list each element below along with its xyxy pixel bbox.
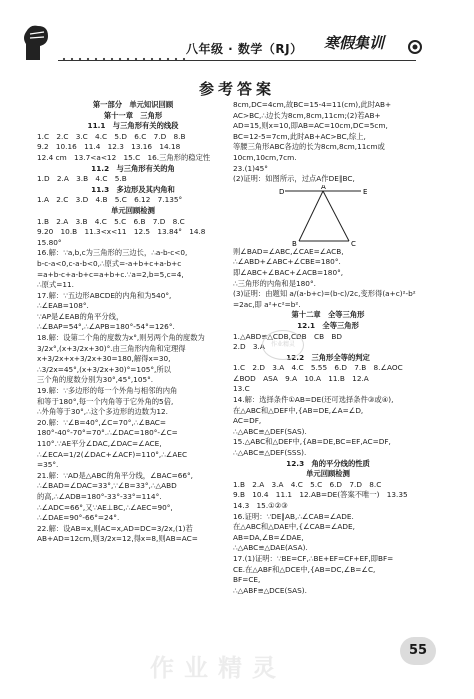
answer-line: 22.解：设AB=x,则AC=x,AD=DC=3/2x,(1)若 (37, 523, 193, 533)
answer-line: 9.2 10.16 11.4 12.3 13.16 14.18 (37, 142, 181, 152)
header-rule (58, 60, 416, 61)
answer-line: ∴∠DAE=90°-66°=24°. (37, 513, 120, 523)
answer-line: 在△ABC和△DAE中,{∠CAB=∠ADE, (233, 522, 355, 532)
answer-line: ∴△ABC≌△DEF(SAS). (233, 426, 307, 436)
answer-line: ∴∠ADC=66°,又∵AE⊥BC,∴∠AEC=90°, (37, 502, 173, 512)
answer-line: 15.80° (37, 237, 62, 247)
watermark-text: 作业精灵 (150, 654, 286, 682)
answer-line: ∴外角等于30°,∴这个多边形的边数为12. (37, 407, 169, 417)
answer-line: ∠BOD ASA 9.A 10.A 11.B 12.A (233, 373, 369, 383)
watermark-stamp: 作业精灵 (262, 330, 304, 360)
section-heading: 第一部分 单元知识回顾 (92, 100, 174, 109)
sun-icon (404, 36, 426, 58)
answer-line: 15.△ABC和△DEF中,{AB=DE,BC=EF,AC=DF, (233, 437, 391, 447)
answer-line: AB=DA,∠B=∠DAE, (233, 532, 304, 542)
section-heading: 第十一章 三角形 (103, 110, 163, 120)
answer-line: 1.C 2.C 3.C 4.C 5.D 6.C 7.D 8.B (37, 131, 186, 141)
answer-line: 17.(1)证明：∵BE=CF,∴BE+EF=CF+EF,即BF= (233, 553, 394, 563)
answer-line: 1.D 2.A 3.B 4.C 5.B (37, 174, 127, 184)
answer-line: ∴三角形的内角和是180°. (233, 278, 316, 288)
answer-line: ∴∠ABD+∠ABC+∠CBE=180°. (233, 257, 341, 267)
answer-line: 1.△ABD≌△CDB,CDB CB BD (233, 331, 342, 341)
answer-line: ∴∠EAB=108°. (37, 301, 89, 311)
answer-line: CE.在△ABF和△DCE中,{AB=DC,∠B=∠C, (233, 564, 376, 574)
section-heading: 12.1 全等三角形 (297, 320, 359, 330)
answer-line: =2ac,即 a²+c²=b². (233, 299, 301, 309)
answer-line: 12.4 cm 13.7<a<12 15.C 16.三角形的稳定性 (37, 152, 211, 162)
answer-line: ∴∠BAP=54°,∴∠APB=180°-54°=126°. (37, 322, 175, 332)
answer-line: 8cm,DC=4cm,故BC=15-4=11(cm),此时AB+ (233, 100, 392, 109)
answer-line: 23.(1)45° (233, 163, 268, 173)
answer-line: =a+b-c+a-b+c=a+b+c.∵a=2,b=5,c=4, (37, 269, 184, 279)
svg-text:B: B (292, 239, 297, 247)
answer-line: AC>BC,∴边长为8cm,8cm,11cm;(2)若AB+ (233, 110, 381, 120)
answer-line: ∴△ABC≌△DEF(SSS). (233, 448, 307, 458)
section-heading: 11.1 与三角形有关的线段 (87, 121, 179, 131)
answer-line: 1.B 2.A 3.A 4.C 5.C 6.D 7.D 8.C (233, 479, 382, 489)
answer-line: 3/2x°,(x+3/2x+30)°.由三角形内角和定理得 (37, 343, 186, 353)
answer-line: 10cm,10cm,7cm. (233, 152, 297, 162)
answer-line: 和等于180°,每一个内角等于它外角的5倍, (37, 396, 174, 406)
answer-line: 即∠ABC+∠BAC+∠ACB=180°, (233, 267, 344, 277)
answer-line: 三个角的度数分别为30°,45°,105°. (37, 375, 154, 385)
answer-line: ∴∠BAD=∠DAC=33°,∵∠B=33°,∴△ABD (37, 481, 177, 491)
page-number: 55 (400, 637, 436, 665)
answer-line: AC=DF, (233, 416, 262, 426)
answer-line: 17.解：∵五边形ABCDE的内角和为540°, (37, 290, 172, 300)
answer-line: 18.解：设第二个角的度数为x°,则另两个角的度数为 (37, 333, 205, 343)
section-heading: 12.2 三角形全等的判定 (286, 352, 370, 362)
section-heading: 11.3 多边形及其内角和 (91, 184, 175, 194)
answer-line: 1.C 2.D 3.A 4.C 5.55 6.D 7.B 8.∠AOC (233, 363, 403, 373)
svg-text:E: E (363, 187, 368, 196)
answer-line: (2)证明：如图所示，过点A作DE∥BC, (233, 174, 355, 184)
answer-line: BF=CE, (233, 575, 261, 585)
answer-line: 2.D 3.A (233, 342, 265, 352)
section-heading: 单元回顾检测 (111, 205, 155, 215)
answer-line: 14.解：选择条件①AB=DE(还可选择条件③或④), (233, 395, 394, 405)
answer-line: 19.解：∵多边形的每一个外角与相邻的内角 (37, 386, 178, 396)
answer-line: AD=15,则x=10,即AB=AC=10cm,DC=5cm, (233, 121, 388, 131)
answer-line: ∴∠ECA=1/2(∠DAC+∠ACF)=110°,∴∠AEC (37, 449, 188, 459)
answer-line: 14.3 15.①②③ (233, 501, 288, 510)
answer-line: 1.A 2.C 3.D 4.B 5.C 6.12 7.135° (37, 195, 183, 205)
answer-line: BC=12-5=7cm,此时AB+AC>BC,综上, (233, 131, 366, 141)
answer-line: 13.C (233, 384, 250, 394)
section-heading: 第十二章 全等三角形 (291, 310, 365, 320)
answer-line: ∴3/2x=45°,(x+3/2x+30)°=105°,所以 (37, 364, 171, 374)
answer-line: 9.B 10.4 11.1 12.AB=DE(答案不唯一) 13.35 (233, 490, 408, 500)
section-heading: 单元回顾检测 (306, 469, 350, 479)
brand-title: 寒假集训 (324, 34, 385, 52)
answer-line: 180°-40°-70°=70°.∴∠DAC=180°-∠C= (37, 428, 178, 438)
answer-line: 16.解：∵a,b,c为三角形的三边长，∴a-b-c<0, (37, 248, 188, 258)
answer-line: 110°.∵AE平分∠DAC,∠DAC=∠ACE, (37, 439, 162, 448)
answer-line: 则∠BAD=∠ABC,∠CAE=∠ACB, (233, 246, 344, 256)
section-heading: 12.3 角的平分线的性质 (286, 458, 370, 468)
answer-line: ∴原式=11. (37, 280, 74, 290)
answer-line: 等腰三角形ABC各边的长为8cm,8cm,11cm或 (233, 142, 385, 152)
svg-text:D: D (279, 187, 285, 196)
header-dot-pattern (60, 56, 190, 62)
answer-line: 20.解：∵∠B=40°,∠C=70°,∴∠BAC= (37, 417, 167, 427)
answer-line: b-c-a<0,c-a-b<0,∴原式=-a+b+c+a-b+c (37, 258, 182, 268)
answer-line: ∴△ABC≌△DAE(ASA). (233, 543, 308, 553)
answer-line: 9.20 10.B 11.3<x<11 12.5 13.84° 14.8 (37, 227, 206, 237)
answer-line: 16.证明：∵DE∥AB,∴∠CAB=∠ADE. (233, 511, 354, 521)
page-title: 参考答案 (198, 80, 275, 98)
svg-text:A: A (321, 184, 326, 191)
answer-line: x+3/2x+x+3/2x+30=180,解得x=30, (37, 354, 171, 364)
answers-left-column (37, 100, 229, 545)
answer-line: (3)证明：由题知 a/(a-b+c)=(b-c)/2c,变形得(a+c)²-b² (233, 289, 416, 299)
answer-line: 21.解：∵AD是△ABC的角平分线，∠BAC=66°, (37, 470, 193, 480)
fist-logo-icon (18, 20, 52, 62)
grade-subject-label: 八年级 · 数学（RJ） (186, 42, 303, 56)
answer-line: =35°. (37, 460, 59, 470)
answer-line: AB+AD=12cm,则3/2x=12,得x=8,则AB=AC= (37, 534, 198, 544)
svg-text:C: C (351, 239, 356, 247)
answer-line: 1.B 2.A 3.B 4.C 5.C 6.B 7.D 8.C (37, 216, 185, 226)
section-heading: 11.2 与三角形有关的角 (91, 163, 175, 173)
answer-line: ∴△ABF≌△DCE(SAS). (233, 585, 307, 595)
answer-line: 在△ABC和△DEF中,{AB=DE,∠A=∠D, (233, 405, 364, 415)
answer-line: ∵AP是∠EAB的角平分线， (37, 311, 124, 321)
triangle-figure (233, 185, 423, 247)
answer-line: 的高,∴∠ADB=180°-33°-33°=114°. (37, 491, 162, 501)
